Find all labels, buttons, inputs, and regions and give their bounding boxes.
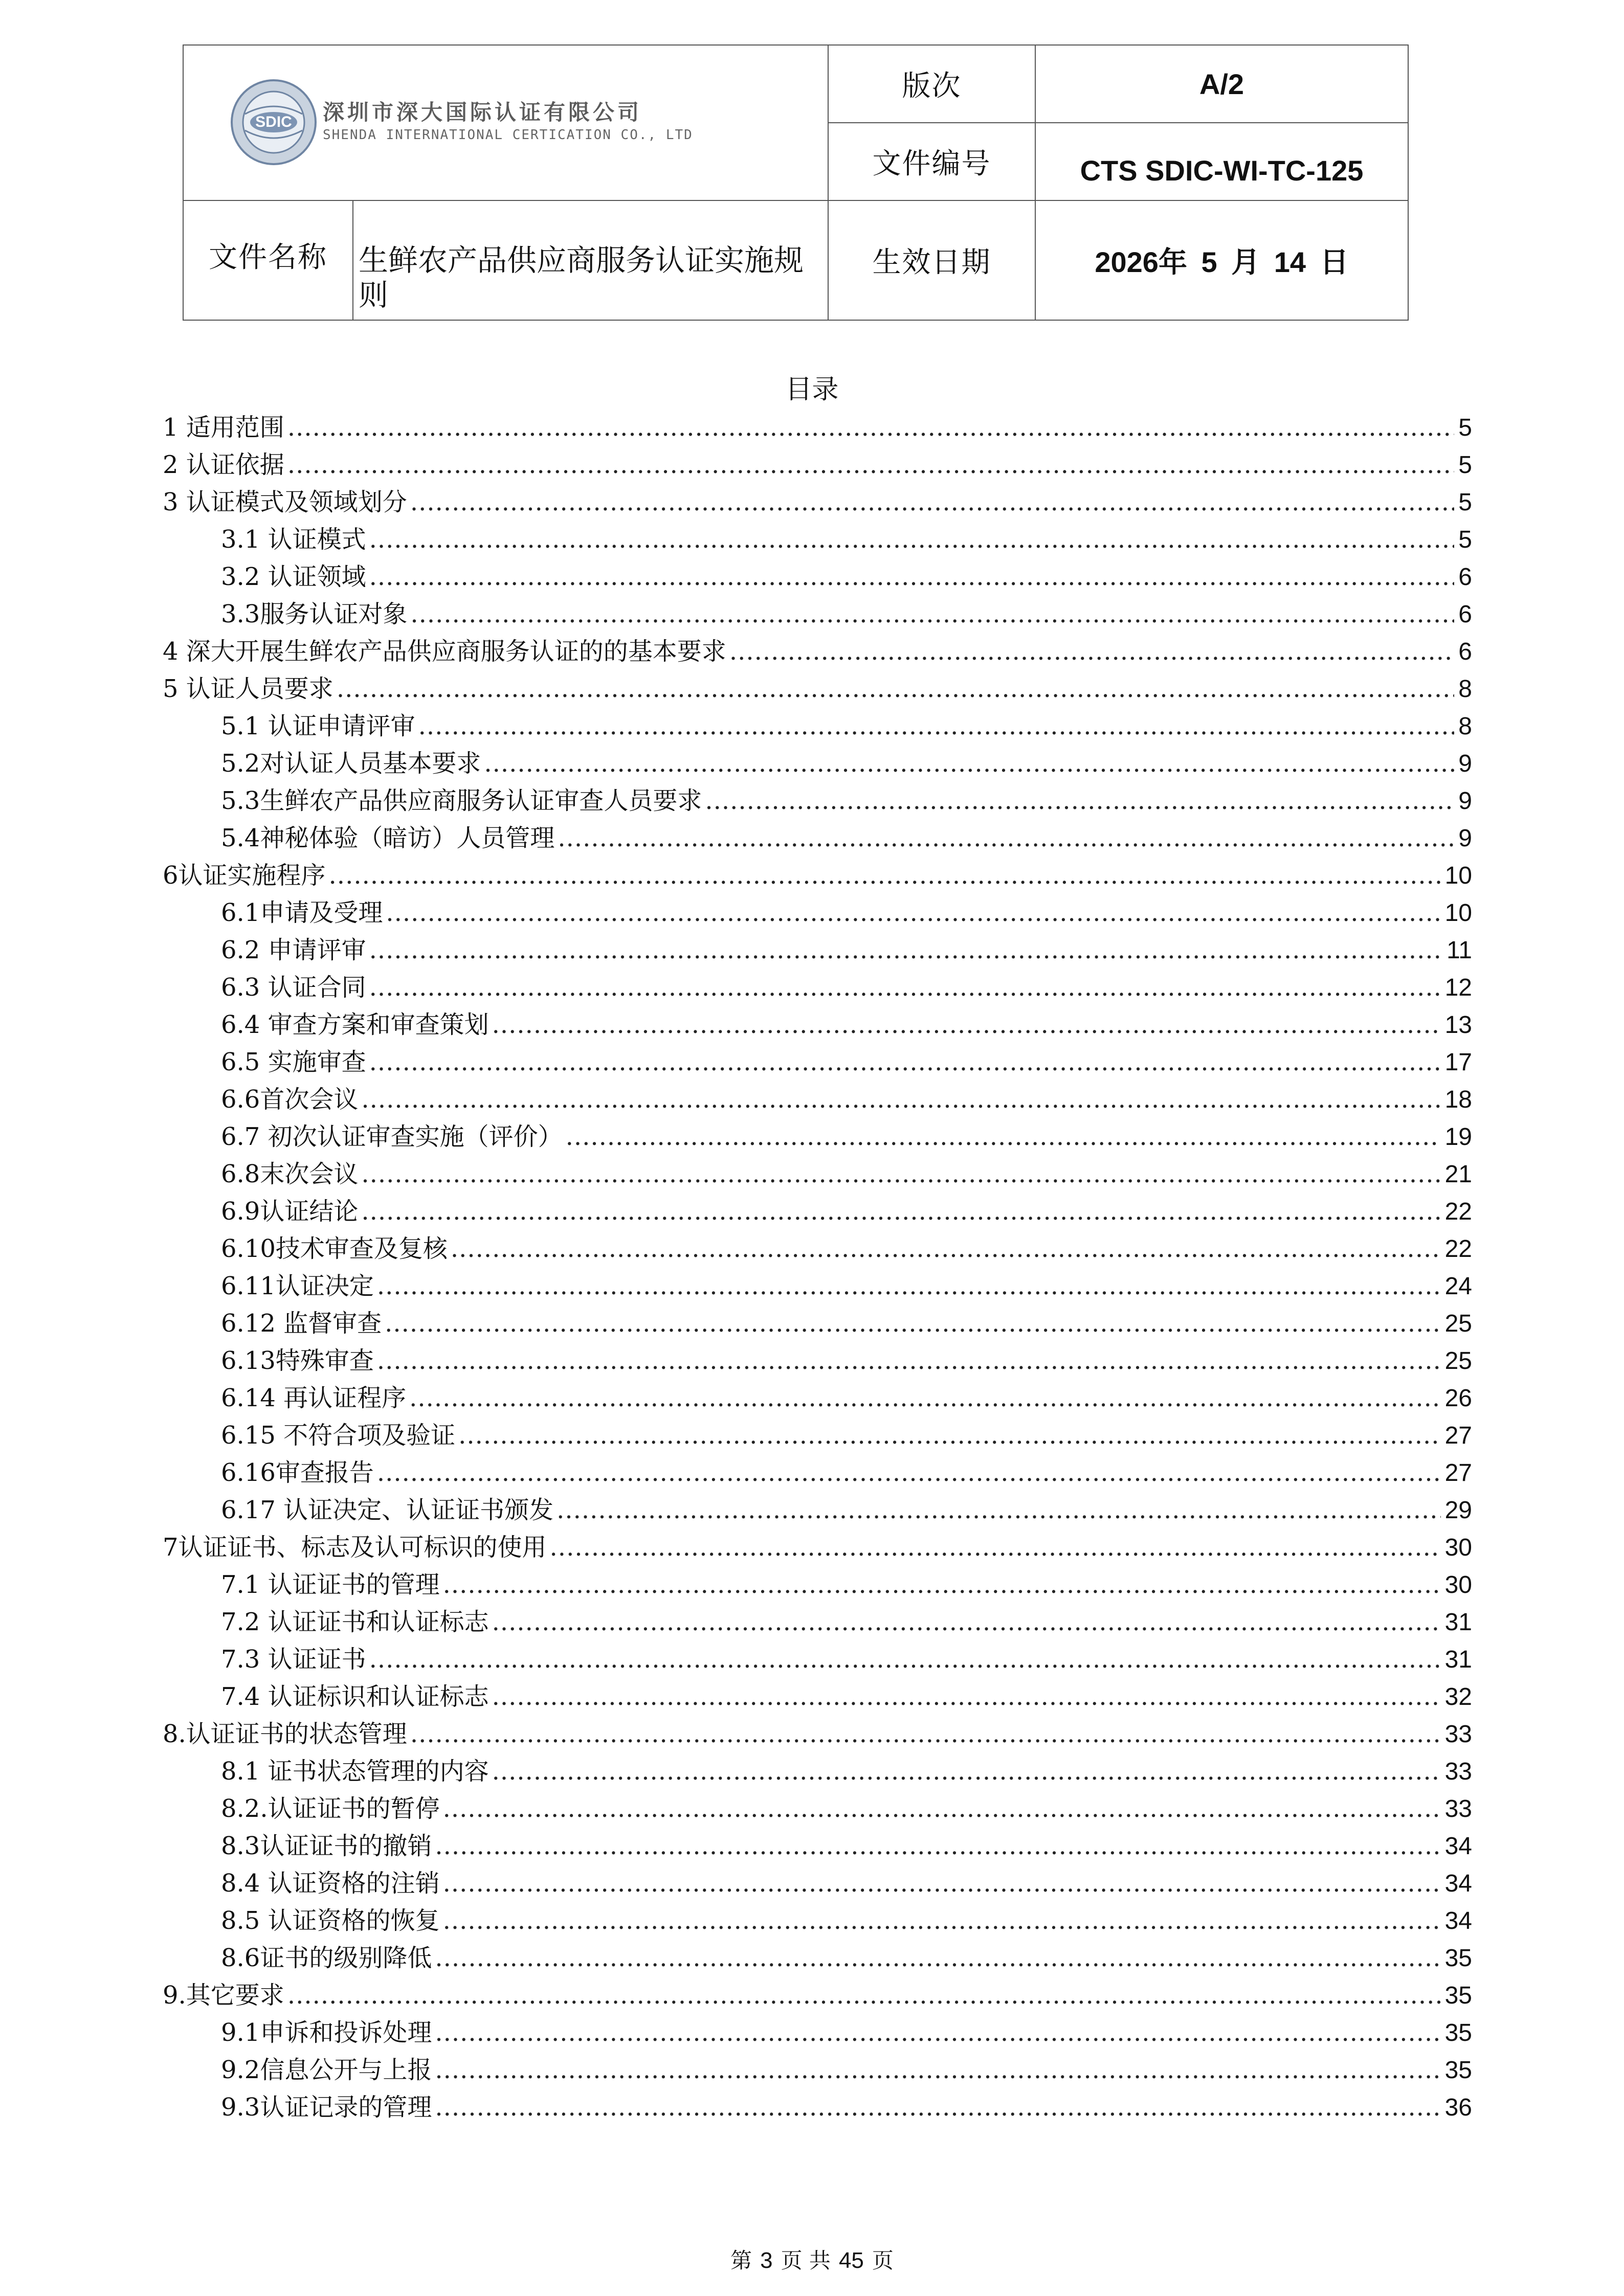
toc-entry-title: 6.12 监督审查 — [221, 1309, 382, 1338]
toc-entry-page: 12 — [1444, 974, 1472, 1001]
toc-dot-leader — [410, 1719, 1441, 1749]
toc-entry-page: 30 — [1444, 1571, 1472, 1599]
toc-entry-page: 8 — [1458, 713, 1472, 740]
toc-entry[interactable] — [163, 972, 1472, 1009]
toc-dot-leader — [409, 1383, 1440, 1413]
version-label: 版次 — [828, 45, 1035, 123]
toc-entry-page: 10 — [1444, 862, 1472, 889]
toc-dot-leader — [369, 1047, 1441, 1077]
toc-dot-leader — [492, 1607, 1441, 1637]
toc-dot-leader — [458, 1420, 1440, 1451]
toc-entry[interactable] — [163, 2055, 1472, 2092]
toc-entry-page: 5 — [1458, 489, 1472, 516]
toc-entry[interactable] — [163, 1831, 1472, 1868]
toc-entry[interactable] — [163, 1980, 1472, 2017]
toc-entry-title: 6.2 申请评审 — [221, 936, 366, 964]
toc-entry-title: 9.其它要求 — [163, 1981, 284, 2010]
toc-entry[interactable] — [163, 2092, 1472, 2129]
toc-entry-page: 25 — [1444, 1347, 1472, 1375]
toc-dot-leader — [435, 1831, 1440, 1861]
doc-number-value: CTS SDIC-WI-TC-125 — [1035, 123, 1408, 200]
toc-entry-page: 5 — [1458, 414, 1472, 441]
toc-entry-page: 5 — [1458, 452, 1472, 479]
toc-dot-leader — [410, 599, 1454, 629]
toc-entry-page: 25 — [1444, 1310, 1472, 1337]
toc-entry-title: 8.6证书的级别降低 — [221, 1944, 432, 1972]
toc-entry[interactable] — [163, 1345, 1472, 1383]
toc-entry-title: 6.14 再认证程序 — [221, 1384, 407, 1412]
toc-entry[interactable] — [163, 1308, 1472, 1345]
toc-entry[interactable] — [163, 1532, 1472, 1569]
toc-entry-page: 27 — [1444, 1422, 1472, 1449]
toc-entry-title: 5 认证人员要求 — [163, 674, 333, 703]
toc-entry[interactable] — [163, 1196, 1472, 1233]
toc-entry-title: 8.5 认证资格的恢复 — [221, 1906, 440, 1935]
toc-entry-title: 7.1 认证证书的管理 — [221, 1570, 440, 1599]
company-logo-cell — [183, 45, 828, 200]
toc-entry-title: 7.4 认证标识和认证标志 — [221, 1682, 489, 1711]
toc-entry-title: 7.3 认证证书 — [221, 1645, 366, 1674]
toc-entry-page: 33 — [1444, 1795, 1472, 1822]
toc-entry-page: 22 — [1444, 1198, 1472, 1225]
toc-entry[interactable] — [163, 935, 1472, 972]
toc-entry[interactable] — [163, 1457, 1472, 1495]
toc-entry-title: 6.8末次会议 — [221, 1160, 359, 1188]
toc-entry[interactable] — [163, 897, 1472, 935]
toc-entry-page: 34 — [1444, 1833, 1472, 1860]
toc-entry-page: 26 — [1444, 1385, 1472, 1412]
toc-entry[interactable] — [163, 748, 1472, 785]
toc-entry-page: 33 — [1444, 1758, 1472, 1785]
toc-dot-leader — [287, 449, 1454, 480]
toc-entry-title: 7.2 认证证书和认证标志 — [221, 1608, 489, 1636]
toc-entry-page: 19 — [1444, 1123, 1472, 1151]
toc-dot-leader — [435, 2092, 1440, 2123]
toc-entry-title: 4 深大开展生鲜农产品供应商服务认证的的基本要求 — [163, 637, 726, 666]
toc-entry-title: 6.4 审查方案和审查策划 — [221, 1010, 489, 1039]
toc-entry-title: 6.1申请及受理 — [221, 898, 383, 927]
toc-dot-leader — [492, 1009, 1441, 1040]
toc-entry[interactable] — [163, 412, 1472, 449]
toc-entry[interactable] — [163, 1644, 1472, 1681]
toc-entry[interactable] — [163, 1719, 1472, 1756]
toc-heading: 目录 — [785, 374, 839, 405]
effective-year: 2026年 — [1095, 246, 1187, 278]
toc-dot-leader — [369, 972, 1441, 1003]
toc-entry[interactable] — [163, 860, 1472, 897]
toc-entry-page: 6 — [1458, 638, 1472, 665]
toc-entry-title: 6.7 初次认证审查实施（评价） — [221, 1122, 563, 1151]
doc-number-label: 文件编号 — [828, 123, 1035, 200]
toc-dot-leader — [287, 1980, 1441, 2011]
toc-entry-title: 6.10技术审查及复核 — [221, 1234, 448, 1263]
toc-entry-page: 22 — [1444, 1235, 1472, 1263]
toc-entry-title: 6.15 不符合项及验证 — [221, 1421, 456, 1450]
toc-dot-leader — [558, 823, 1454, 853]
toc-dot-leader — [369, 561, 1455, 592]
toc-entry-title: 9.3认证记录的管理 — [221, 2093, 432, 2122]
toc-entry-title: 6.3 认证合同 — [221, 973, 366, 1002]
toc-dot-leader — [566, 1121, 1441, 1152]
toc-dot-leader — [369, 1644, 1441, 1675]
toc-entry-title: 7认证证书、标志及认可标识的使用 — [163, 1533, 547, 1562]
toc-entry-page: 8 — [1458, 676, 1472, 703]
table-of-contents — [163, 412, 1472, 2129]
toc-entry-title: 5.1 认证申请评审 — [221, 712, 415, 740]
toc-entry[interactable] — [163, 823, 1472, 860]
toc-entry[interactable] — [163, 1047, 1472, 1084]
toc-dot-leader — [361, 1084, 1440, 1115]
toc-entry[interactable] — [163, 1793, 1472, 1831]
toc-dot-leader — [443, 1868, 1441, 1899]
toc-dot-leader — [443, 1793, 1441, 1824]
toc-dot-leader — [729, 636, 1454, 667]
toc-entry-page: 32 — [1444, 1683, 1472, 1710]
total-page-count: 45 — [838, 2248, 864, 2273]
toc-entry-title: 5.4神秘体验（暗访）人员管理 — [221, 824, 555, 852]
toc-entry-title: 6.6首次会议 — [221, 1085, 359, 1114]
toc-entry-page: 35 — [1444, 1982, 1472, 2009]
toc-dot-leader — [705, 785, 1454, 816]
toc-entry[interactable] — [163, 1756, 1472, 1793]
toc-dot-leader — [492, 1681, 1441, 1712]
toc-entry[interactable] — [163, 1084, 1472, 1121]
toc-entry-page: 9 — [1458, 750, 1472, 777]
toc-entry[interactable] — [163, 599, 1472, 636]
toc-dot-leader — [451, 1233, 1441, 1264]
toc-dot-leader — [435, 2017, 1440, 2048]
current-page-number: 3 — [760, 2248, 773, 2273]
toc-entry[interactable] — [163, 1905, 1472, 1943]
toc-entry[interactable] — [163, 1569, 1472, 1607]
toc-dot-leader — [377, 1271, 1441, 1301]
toc-entry-title: 8.3认证证书的撤销 — [221, 1832, 432, 1860]
toc-entry-title: 9.2信息公开与上报 — [221, 2056, 432, 2084]
toc-dot-leader — [484, 748, 1454, 779]
toc-dot-leader — [435, 2055, 1440, 2085]
toc-entry-page: 9 — [1458, 825, 1472, 852]
toc-entry-title: 6.13特殊审查 — [221, 1346, 374, 1375]
toc-dot-leader — [435, 1943, 1440, 1973]
toc-entry[interactable] — [163, 1271, 1472, 1308]
document-header-table — [183, 44, 1409, 321]
footer-mid: 页 共 — [781, 2248, 831, 2273]
toc-entry-page: 11 — [1447, 937, 1472, 964]
toc-entry-title: 8.2.认证证书的暂停 — [221, 1794, 440, 1823]
toc-entry-title: 1 适用范围 — [163, 413, 284, 442]
toc-entry-page: 29 — [1444, 1497, 1472, 1524]
toc-entry-page: 27 — [1444, 1459, 1472, 1487]
effective-day-unit: 日 — [1320, 246, 1349, 278]
toc-entry[interactable] — [163, 1607, 1472, 1644]
toc-dot-leader — [361, 1159, 1440, 1189]
toc-entry[interactable] — [163, 1009, 1472, 1047]
toc-dot-leader — [386, 897, 1440, 928]
toc-dot-leader — [443, 1569, 1441, 1600]
toc-entry-title: 6.17 认证决定、认证证书颁发 — [221, 1496, 554, 1524]
toc-entry[interactable] — [163, 1233, 1472, 1271]
toc-entry[interactable] — [163, 1159, 1472, 1196]
footer-prefix: 第 — [730, 2248, 752, 2273]
toc-dot-leader — [361, 1196, 1440, 1227]
toc-entry-page: 35 — [1444, 2019, 1472, 2046]
footer-suffix: 页 — [872, 2248, 894, 2273]
company-name-cn: 深圳市深大国际认证有限公司 — [323, 100, 642, 125]
toc-entry-title: 3.3服务认证对象 — [221, 600, 408, 628]
toc-entry-title: 6.16审查报告 — [221, 1458, 374, 1487]
toc-entry-title: 3.1 认证模式 — [221, 525, 366, 554]
toc-entry-page: 31 — [1444, 1609, 1472, 1636]
toc-dot-leader — [337, 673, 1454, 704]
toc-entry[interactable] — [163, 1420, 1472, 1457]
toc-dot-leader — [377, 1457, 1441, 1488]
toc-entry[interactable] — [163, 711, 1472, 748]
toc-entry-title: 8.认证证书的状态管理 — [163, 1720, 407, 1748]
toc-entry-title: 2 认证依据 — [163, 451, 284, 479]
toc-entry-page: 35 — [1444, 2057, 1472, 2084]
effective-month-unit: 月 — [1231, 246, 1260, 278]
toc-entry[interactable] — [163, 487, 1472, 524]
toc-entry-page: 34 — [1444, 1870, 1472, 1897]
toc-entry-page: 21 — [1444, 1161, 1472, 1188]
toc-entry-page: 24 — [1444, 1273, 1472, 1300]
toc-entry-title: 8.4 认证资格的注销 — [221, 1869, 440, 1898]
doc-name-value: 生鲜农产品供应商服务认证实施规则 — [353, 200, 828, 320]
toc-entry-page: 33 — [1444, 1721, 1472, 1748]
toc-dot-leader — [369, 524, 1455, 555]
toc-entry-page: 10 — [1444, 899, 1472, 927]
toc-entry[interactable] — [163, 1943, 1472, 1980]
effective-month: 5 — [1201, 246, 1217, 278]
toc-entry[interactable] — [163, 1121, 1472, 1159]
toc-entry[interactable] — [163, 1868, 1472, 1905]
toc-dot-leader — [410, 487, 1454, 517]
toc-entry[interactable] — [163, 673, 1472, 711]
company-name-en: SHENDA INTERNATIONAL CERTICATION CO., LTD — [323, 127, 693, 143]
toc-entry[interactable] — [163, 1681, 1472, 1719]
toc-entry-title: 5.2对认证人员基本要求 — [221, 749, 481, 778]
toc-entry-title: 6.11认证决定 — [221, 1272, 374, 1300]
toc-entry-page: 13 — [1444, 1011, 1472, 1039]
toc-dot-leader — [287, 412, 1454, 443]
effective-date-label: 生效日期 — [828, 200, 1035, 320]
toc-entry-page: 17 — [1444, 1049, 1472, 1076]
toc-entry-title: 6.9认证结论 — [221, 1197, 359, 1226]
version-value: A/2 — [1035, 45, 1408, 123]
toc-entry-page: 6 — [1458, 564, 1472, 591]
toc-entry[interactable] — [163, 524, 1472, 561]
toc-entry-page: 6 — [1458, 601, 1472, 628]
toc-entry[interactable] — [163, 1383, 1472, 1420]
toc-entry-page: 35 — [1444, 1945, 1472, 1972]
toc-dot-leader — [557, 1495, 1440, 1525]
toc-entry[interactable] — [163, 636, 1472, 673]
toc-entry[interactable] — [163, 1495, 1472, 1532]
toc-entry-page: 30 — [1444, 1534, 1472, 1561]
toc-entry-title: 5.3生鲜农产品供应商服务认证审查人员要求 — [221, 786, 702, 815]
toc-entry-page: 9 — [1458, 787, 1472, 815]
seal-text: SDIC — [255, 114, 292, 130]
toc-dot-leader — [443, 1905, 1441, 1936]
page-footer — [0, 2244, 1624, 2275]
toc-entry-page: 34 — [1444, 1907, 1472, 1934]
toc-entry[interactable] — [163, 785, 1472, 823]
toc-dot-leader — [550, 1532, 1441, 1563]
effective-day: 14 — [1274, 246, 1306, 278]
toc-entry-title: 6认证实施程序 — [163, 861, 326, 890]
doc-name-label: 文件名称 — [183, 200, 353, 320]
toc-dot-leader — [329, 860, 1441, 891]
toc-dot-leader — [492, 1756, 1441, 1787]
toc-entry-page: 31 — [1444, 1646, 1472, 1673]
toc-dot-leader — [377, 1345, 1441, 1376]
toc-dot-leader — [369, 935, 1443, 965]
toc-entry-page: 5 — [1458, 526, 1472, 553]
toc-entry-title: 8.1 证书状态管理的内容 — [221, 1757, 489, 1786]
toc-entry-title: 9.1申诉和投诉处理 — [221, 2018, 432, 2047]
toc-entry-title: 6.5 实施审查 — [221, 1048, 366, 1076]
toc-entry[interactable] — [163, 449, 1472, 487]
toc-entry[interactable] — [163, 561, 1472, 599]
toc-entry-page: 36 — [1444, 2094, 1472, 2121]
toc-dot-leader — [385, 1308, 1440, 1339]
toc-entry-page: 18 — [1444, 1086, 1472, 1113]
toc-entry[interactable] — [163, 2017, 1472, 2055]
toc-entry-title: 3 认证模式及领域划分 — [163, 488, 407, 516]
toc-entry-title: 3.2 认证领域 — [221, 562, 366, 591]
effective-date-value — [1035, 200, 1408, 320]
toc-dot-leader — [418, 711, 1455, 741]
